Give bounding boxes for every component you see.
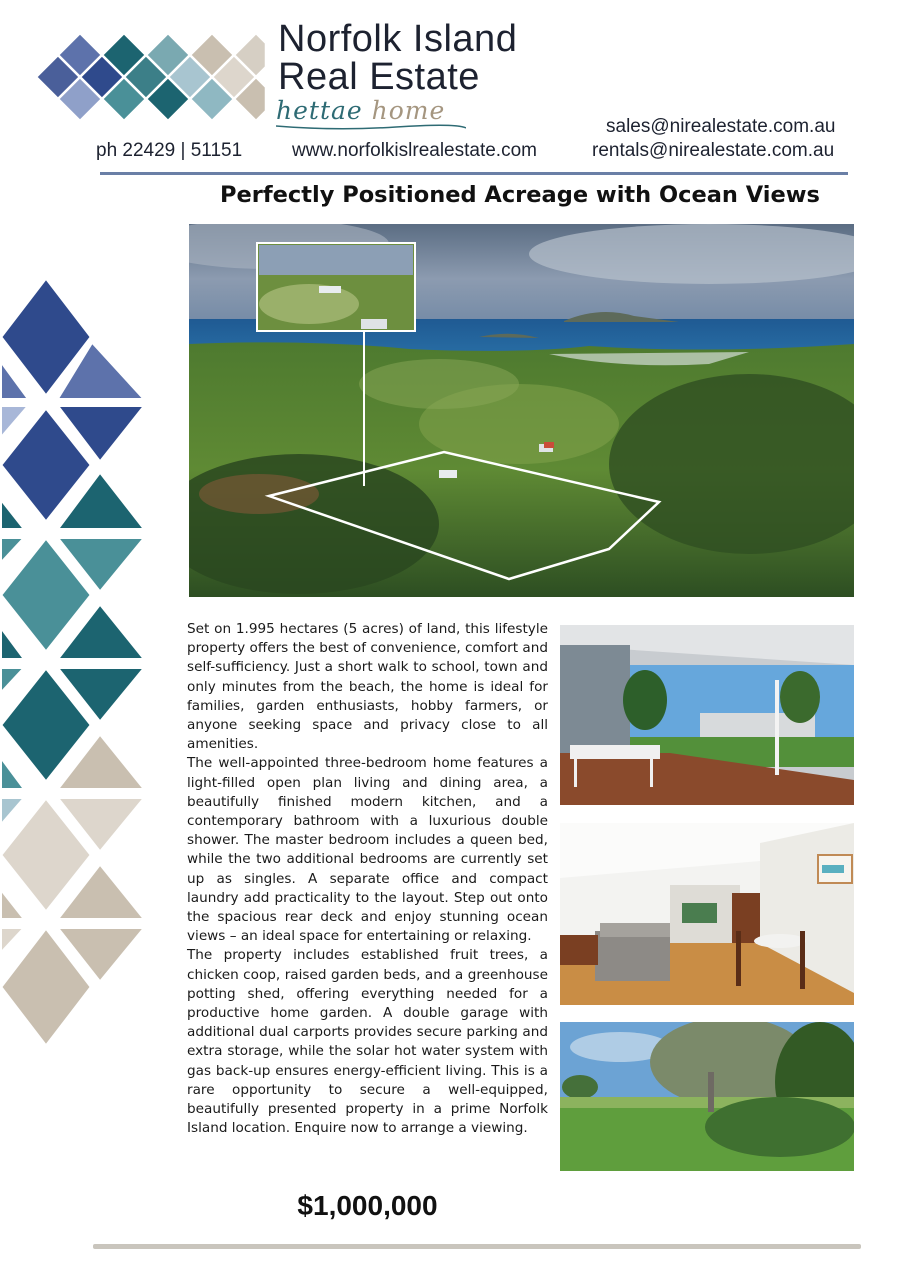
company-name (278, 20, 598, 96)
tagline-part1: hettae (276, 96, 363, 125)
description-paragraph-1: Set on 1.995 hectares (5 acres) of land, this lifestyle property offers the best of convenience, comfort and self-sufficiency. Just a short walk to school, town and only minutes from the beach, the home is ideal for families, garden enthusiasts, hobby farmers, or anyone seeking space and privacy close to all amenities. (187, 621, 548, 753)
deck-photo (560, 625, 854, 805)
company-name-line2: Real Estate (278, 56, 480, 98)
website-link[interactable]: www.norfolkislrealestate.com (292, 140, 537, 161)
garden-photo (560, 1022, 854, 1171)
tagline-swash-icon (276, 122, 466, 132)
company-name-line1: Norfolk Island (278, 18, 518, 60)
tagline-part2: home (371, 96, 446, 125)
listing-price: $1,000,000 (297, 1190, 438, 1221)
footer-divider (93, 1244, 861, 1249)
tagline (276, 96, 445, 125)
rentals-email-link[interactable]: rentals@nirealestate.com.au (592, 140, 835, 161)
living-room-photo (560, 823, 854, 1005)
sales-email-link[interactable]: sales@nirealestate.com.au (606, 116, 836, 137)
header-divider (100, 172, 848, 175)
description-paragraph-2: The well-appointed three-bedroom home features a light-filled open plan living and dining area, a beautifully finished modern kitchen, and a contemporary bathroom with a luxurious double shower. The master bedroom includes a queen bed, while the two additional bedrooms are currently set up as singles. A separate office and compact laundry add practicality to the layout. Step out onto the spacious rear deck and enjoy stunning ocean views – an ideal space for entertaining or relaxing. (187, 755, 548, 945)
aerial-photo (189, 224, 854, 597)
logo-mosaic-icon (36, 30, 266, 125)
listing-description (187, 620, 548, 1138)
side-mosaic-icon (0, 275, 150, 1055)
description-paragraph-3: The property includes established fruit trees, a chicken coop, raised garden beds, and a greenhouse potting shed, offering everything needed for a productive home garden. A double garage with additional dual carports provides secure parking and extra storage, while the solar hot water system with gas back-up ensures energy-efficient living. This is a rare opportunity to secure a well-equipped, beautifully presented property in a prime Norfolk Island location. Enquire now to arrange a viewing. (187, 947, 548, 1137)
phone-numbers: ph 22429 | 51151 (96, 140, 243, 161)
listing-headline: Perfectly Positioned Acreage with Ocean Views (220, 182, 820, 208)
